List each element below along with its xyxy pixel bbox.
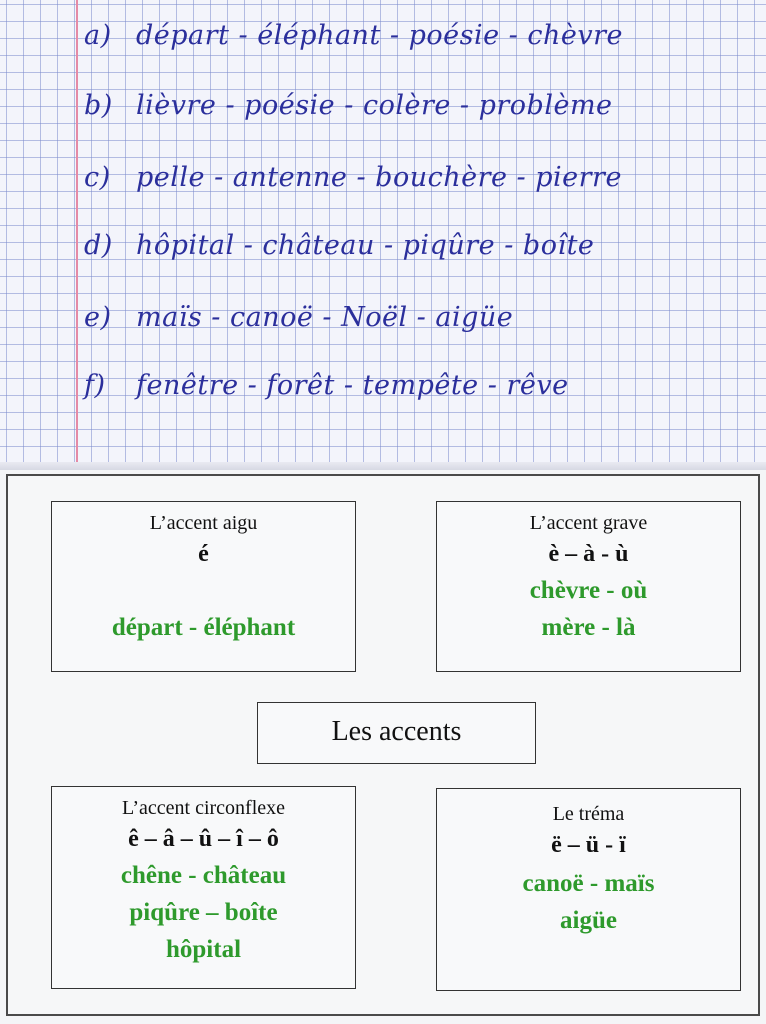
box-title: L’accent circonflexe bbox=[121, 797, 286, 819]
notebook-line-b bbox=[84, 84, 613, 128]
example-line: mère - là bbox=[541, 614, 636, 641]
example-line: chêne - château bbox=[120, 862, 287, 889]
line-letter: a) bbox=[84, 20, 112, 51]
center-title-box bbox=[257, 702, 536, 764]
notebook-margin-line bbox=[76, 0, 78, 466]
line-letter: b) bbox=[84, 90, 113, 121]
notebook-line-e bbox=[84, 296, 513, 340]
center-title: Les accents bbox=[331, 716, 462, 747]
line-words: hôpital - château - piqûre - boîte bbox=[136, 230, 595, 261]
box-title: L’accent aigu bbox=[149, 512, 258, 534]
box-title: L’accent grave bbox=[529, 512, 648, 534]
line-words: fenêtre - forêt - tempête - rêve bbox=[136, 370, 569, 401]
example-line: chèvre - où bbox=[529, 577, 648, 604]
box-accent-circonflexe bbox=[51, 786, 356, 989]
line-letter: f) bbox=[84, 370, 106, 401]
example-line: hôpital bbox=[165, 936, 242, 963]
box-trema bbox=[436, 788, 741, 991]
notebook-page bbox=[0, 0, 766, 466]
box-symbols: ê – â – û – î – ô bbox=[128, 826, 279, 852]
notebook-line-f bbox=[84, 364, 569, 408]
line-letter: c) bbox=[84, 162, 111, 193]
accents-reference-card bbox=[6, 474, 760, 1016]
box-accent-aigu bbox=[51, 501, 356, 672]
line-words: départ - éléphant - poésie - chèvre bbox=[136, 20, 623, 51]
example-line: canoë - maïs bbox=[522, 870, 655, 897]
notebook-line-d bbox=[84, 224, 594, 268]
box-symbols: è – à - ù bbox=[548, 541, 629, 567]
box-symbols: ë – ü - ï bbox=[551, 832, 626, 858]
notebook-line-c bbox=[84, 156, 622, 200]
box-title: Le tréma bbox=[552, 803, 625, 825]
line-letter: e) bbox=[84, 302, 112, 333]
line-letter: d) bbox=[84, 230, 113, 261]
example-line: départ - éléphant bbox=[111, 614, 296, 641]
box-accent-grave bbox=[436, 501, 741, 672]
notebook-line-a bbox=[84, 14, 623, 58]
example-line: piqûre – boîte bbox=[129, 899, 278, 926]
paper-edge bbox=[0, 462, 766, 470]
example-line: aigüe bbox=[560, 907, 617, 934]
box-symbols: é bbox=[198, 541, 209, 567]
line-words: pelle - antenne - bouchère - pierre bbox=[136, 162, 622, 193]
line-words: lièvre - poésie - colère - problème bbox=[136, 90, 613, 121]
example-line bbox=[52, 572, 355, 609]
line-words: maïs - canoë - Noël - aigüe bbox=[136, 302, 514, 333]
